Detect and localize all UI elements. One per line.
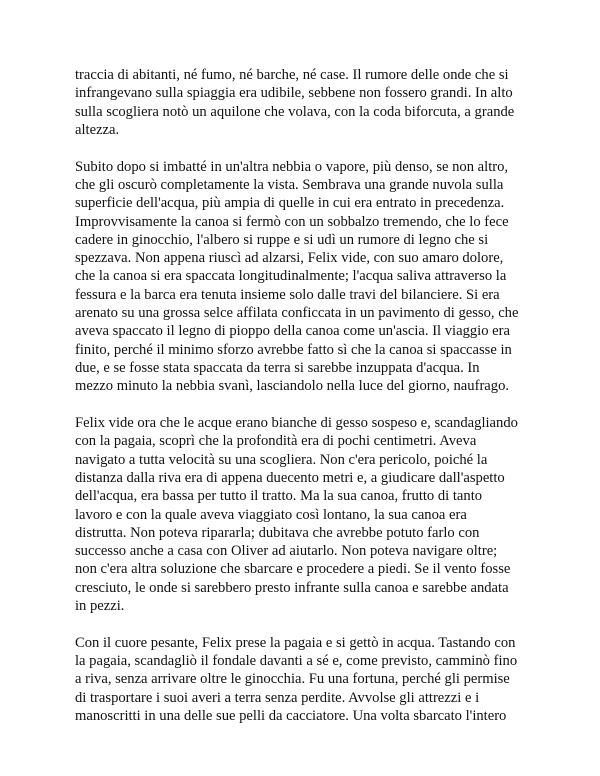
paragraph-3: Felix vide ora che le acque erano bianche di gesso sospeso e, scandagliando con la pagaia, scoprì che la profondità era di pochi centimetri. Aveva navigato a tutta velocità su una scogliera. Non c'era pericolo, poiché la distanza dalla riva era di appena duecento metri e, a giudicare dall'aspetto dell'acqua, era bassa per tutto il tratto. Ma la sua canoa, frutto di tanto lavoro e con la quale aveva viaggiato così lontano, la sua canoa era distrutta. Non poteva ripararla; dubitava che avrebbe potuto farlo con successo anche a casa con Oliver ad aiutarlo. Non poteva navigare oltre; non c'era altra soluzione che sbarcare e procedere a piedi. Se il vento fosse cresciuto, le onde si sarebbero presto infrante sulla canoa e sarebbe andata in pezzi. <box>75 415 518 615</box>
paragraph-2: Subito dopo si imbatté in un'altra nebbia o vapore, più denso, se non altro, che gli oscurò completamente la vista. Sembrava una grande nuvola sulla superficie dell'acqua, più ampia di quelle in cui era entrato in precedenza. Improvvisamente la canoa si fermò con un sobbalzo tremendo, che lo fece cadere in ginocchio, l'albero si ruppe e si udì un rumore di legno che si spezzava. Non appena riuscì ad alzarsi, Felix vide, con suo amaro dolore, che la canoa si era spaccata longitudinalmente; l'acqua saliva attraverso la fessura e la barca era tenuta insieme solo dalle travi del bilanciere. Si era arenato su una grossa selce affilata conficcata in un pavimento di gesso, che aveva spaccato il legno di pioppo della canoa come un'ascia. Il viaggio era finito, perché il minimo sforzo avrebbe fatto sì che la canoa si spaccasse in due, e se fosse stata spaccata da terra si sarebbe inzuppata d'acqua. In mezzo minuto la nebbia svanì, lasciandolo nella luce del giorno, naufrago. <box>75 158 519 395</box>
body-text <box>75 66 535 725</box>
paragraph-1: traccia di abitanti, né fumo, né barche, né case. Il rumore delle onde che si infrangevano sulla spiaggia era udibile, sebbene non fossero grandi. In alto sulla scogliera notò un aquilone che volava, con la coda biforcuta, a grande altezza. <box>75 67 515 138</box>
paragraph-4: Con il cuore pesante, Felix prese la pagaia e si gettò in acqua. Tastando con la pagaia, scandagliò il fondale davanti a sé e, come previsto, camminò fino a riva, senza arrivare oltre le ginocchia. Fu una fortuna, perché gli permise di trasportare i suoi averi a terra senza perdite. Avvolse gli attrezzi e i manoscritti in una delle sue pelli da cacciatore. Una volta sbarcato l'intero <box>75 634 518 724</box>
